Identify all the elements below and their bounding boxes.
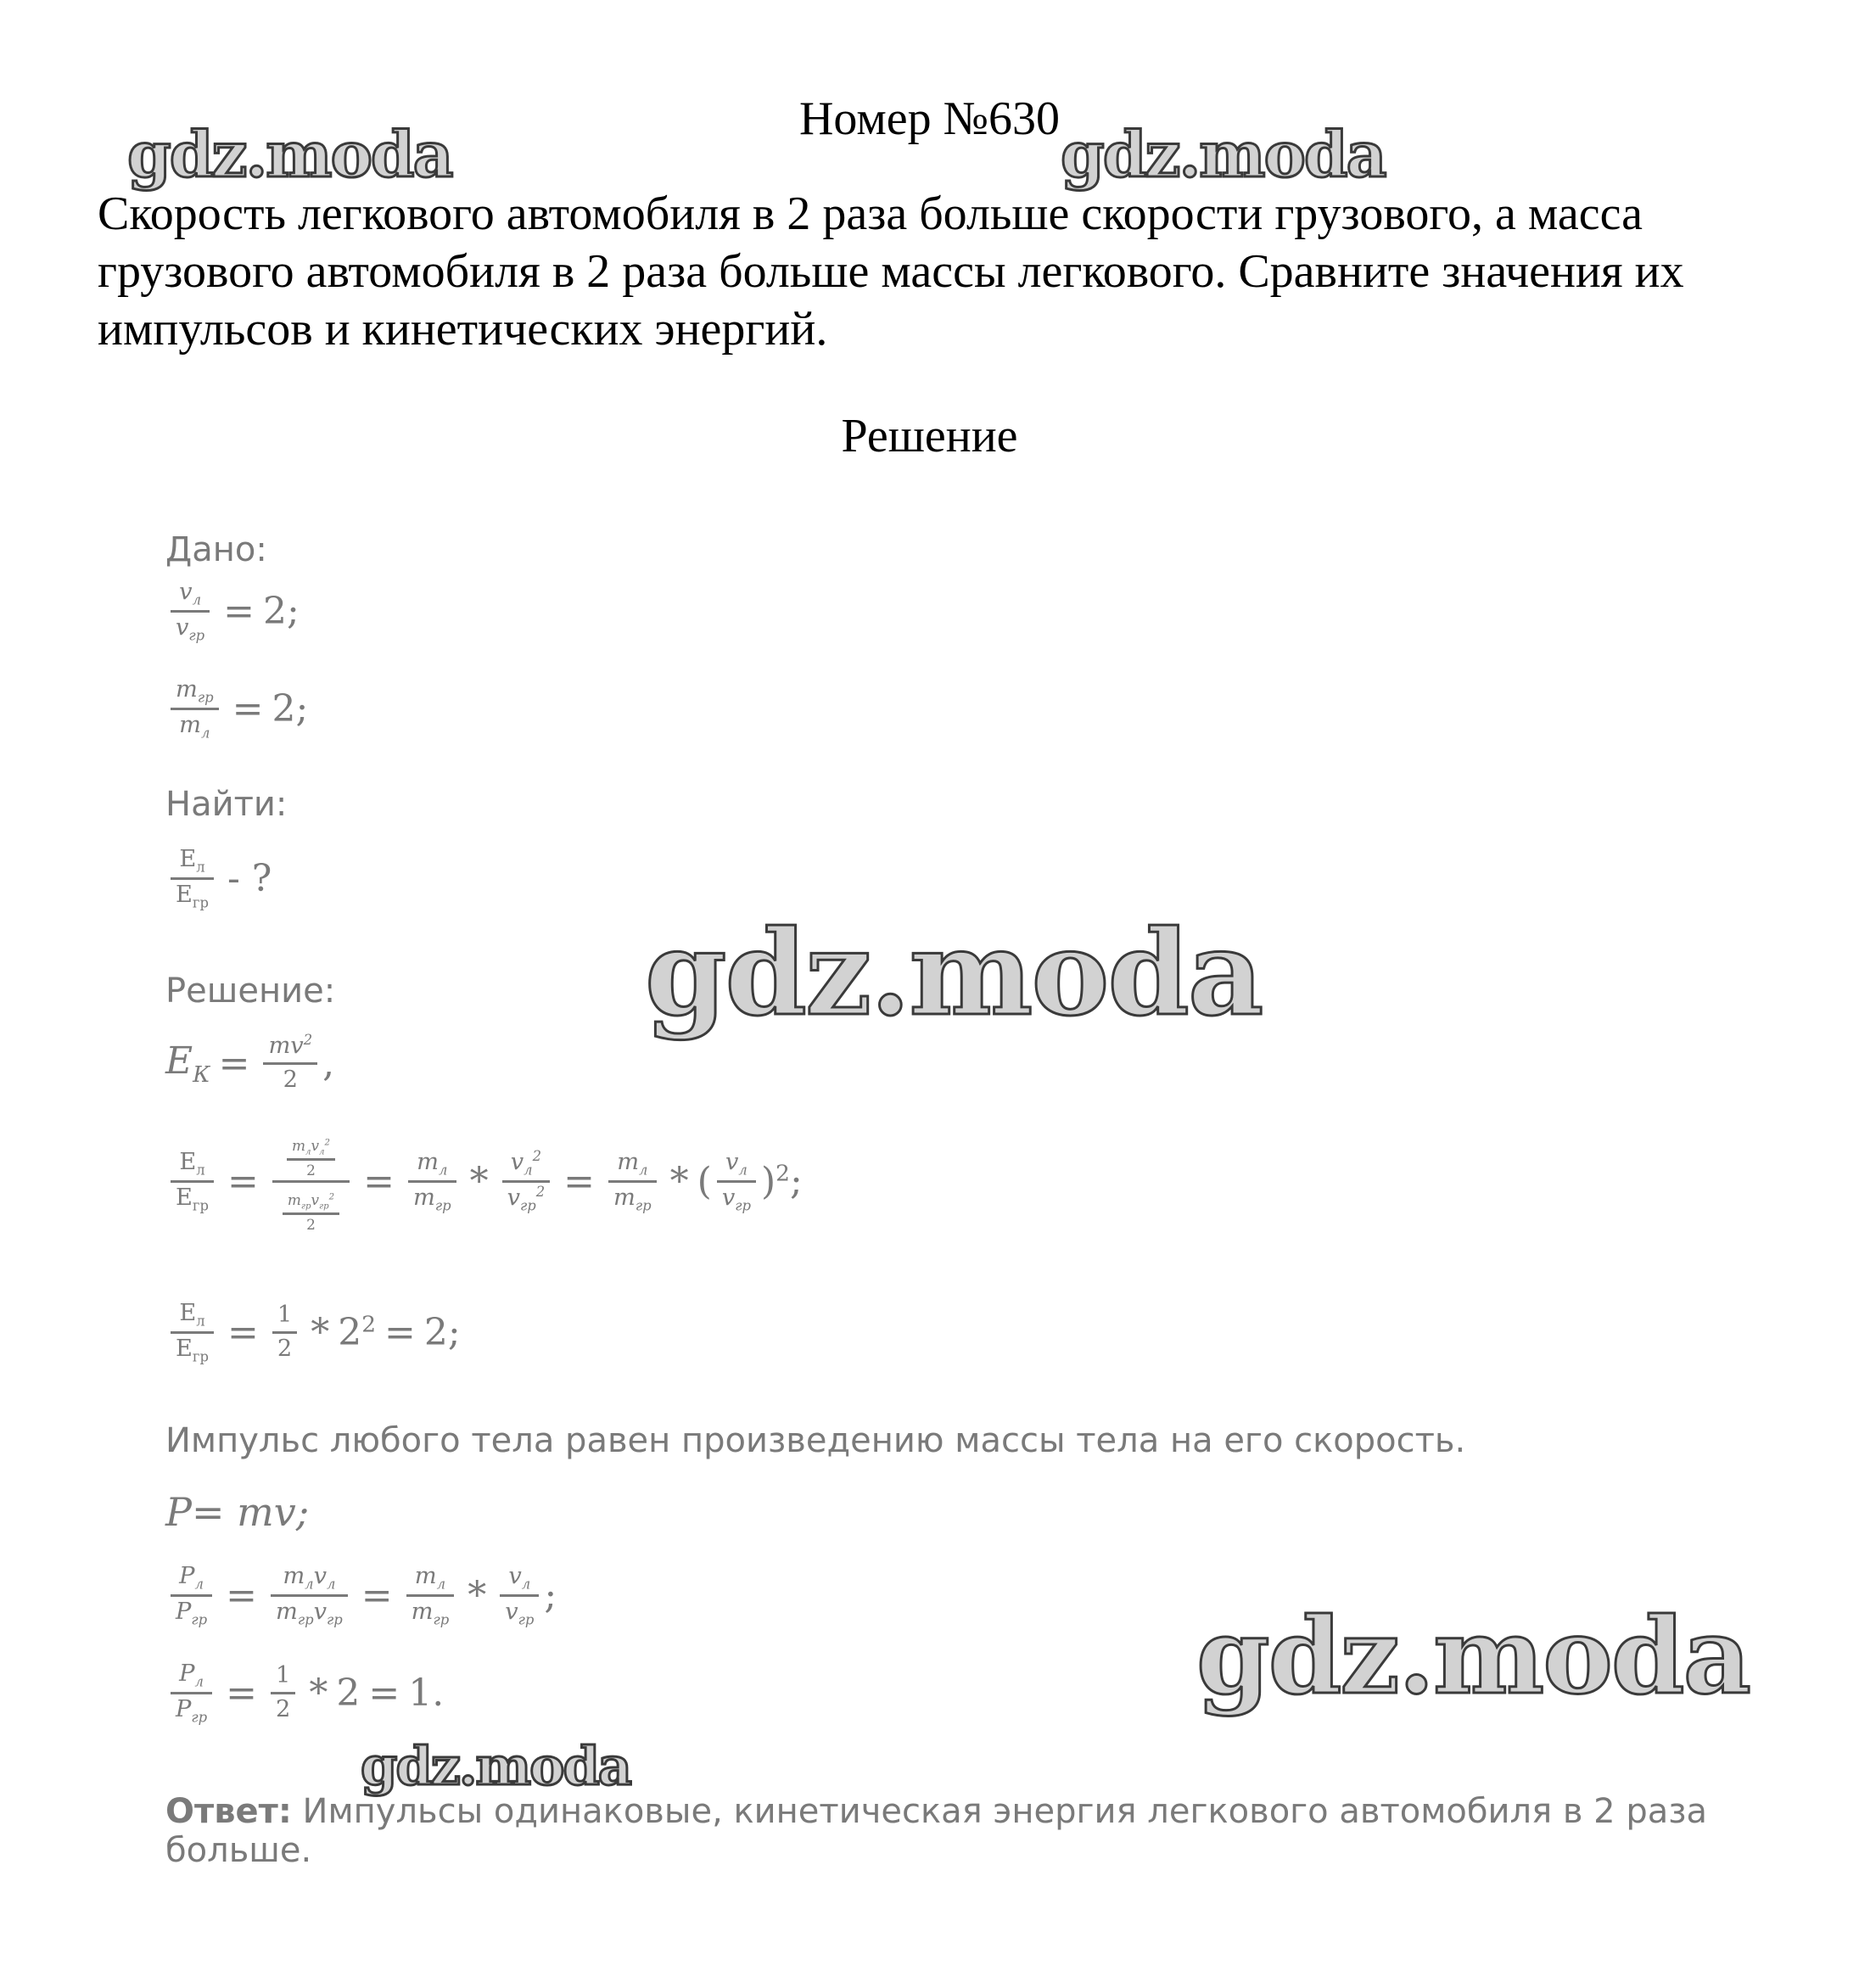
momentum-ratio-result: $\frac{P_л}{P_{гр}}$ = $\frac{1}{2}$ * 2 = 1. <box>165 1659 444 1727</box>
energy-ratio-result: $\frac{E_л}{E_{гр}}$ = $\frac{1}{2}$ * $2^2$ = 2; <box>165 1298 461 1366</box>
watermark: gdz.moda <box>645 904 1263 1042</box>
watermark: gdz.moda <box>1061 119 1386 192</box>
answer-line <box>165 1792 1859 1870</box>
energy-ratio-derivation: $\frac{E_л}{E_{гр}}$ = $\frac{\frac{m_лv_л^2}{2}}{\frac{m_{гр}v_{гр}^2}{2}}$ = $\frac{m_л}{m_{гр}}$ * $\frac{v_л^2}{v_{гр}^2}$ = $\frac{m_л}{m_{гр}}$ * ( $\frac{v_л}{v_{гр}}$ )$^2$; <box>165 1128 803 1235</box>
page-title: Номер №630 <box>798 92 1061 145</box>
find-label: Найти: <box>165 785 288 824</box>
problem-text: Скорость легкового автомобиля в 2 раза больше скорости грузового, а масса грузового автомобиля в 2 раза больше массы легкового. Сравните значения их импульсов и кинетических энергий. <box>98 188 1684 356</box>
given-speed-ratio: $\frac{v_л}{v_{гр}}$ = 2; <box>165 577 300 645</box>
find-suffix: - ? <box>227 856 272 900</box>
kinetic-energy-formula: $E_К$ = $\frac{mv^2}{2}$ , <box>165 1032 335 1093</box>
solution-label: Решение: <box>165 972 336 1011</box>
impulse-text: Импульс любого тела равен произведению массы тела на его скорость. <box>165 1421 1466 1460</box>
given-label: Дано: <box>165 530 267 569</box>
given-mass-ratio: $\frac{m_{гр}}{m_л}$ = 2; <box>165 675 308 742</box>
watermark: gdz.moda <box>361 1735 630 1797</box>
answer-label: Ответ: <box>165 1792 292 1831</box>
watermark: gdz.moda <box>1196 1595 1750 1718</box>
solution-heading: Решение <box>841 410 1018 462</box>
momentum-formula: P= mv; <box>165 1489 310 1535</box>
find-energy-ratio: $\frac{E_л}{E_{гр}}$ - ? <box>165 844 280 912</box>
watermark: gdz.moda <box>127 119 452 192</box>
momentum-ratio-derivation: $\frac{P_л}{P_{гр}}$ = $\frac{m_лv_л}{m_{гр}v_{гр}}$ = $\frac{m_л}{m_{гр}}$ * $\frac{v_л}{v_{гр}}$ ; <box>165 1561 557 1629</box>
answer-text: Импульсы одинаковые, кинетическая энергия легкового автомобиля в 2 раза больше. <box>165 1792 1708 1870</box>
